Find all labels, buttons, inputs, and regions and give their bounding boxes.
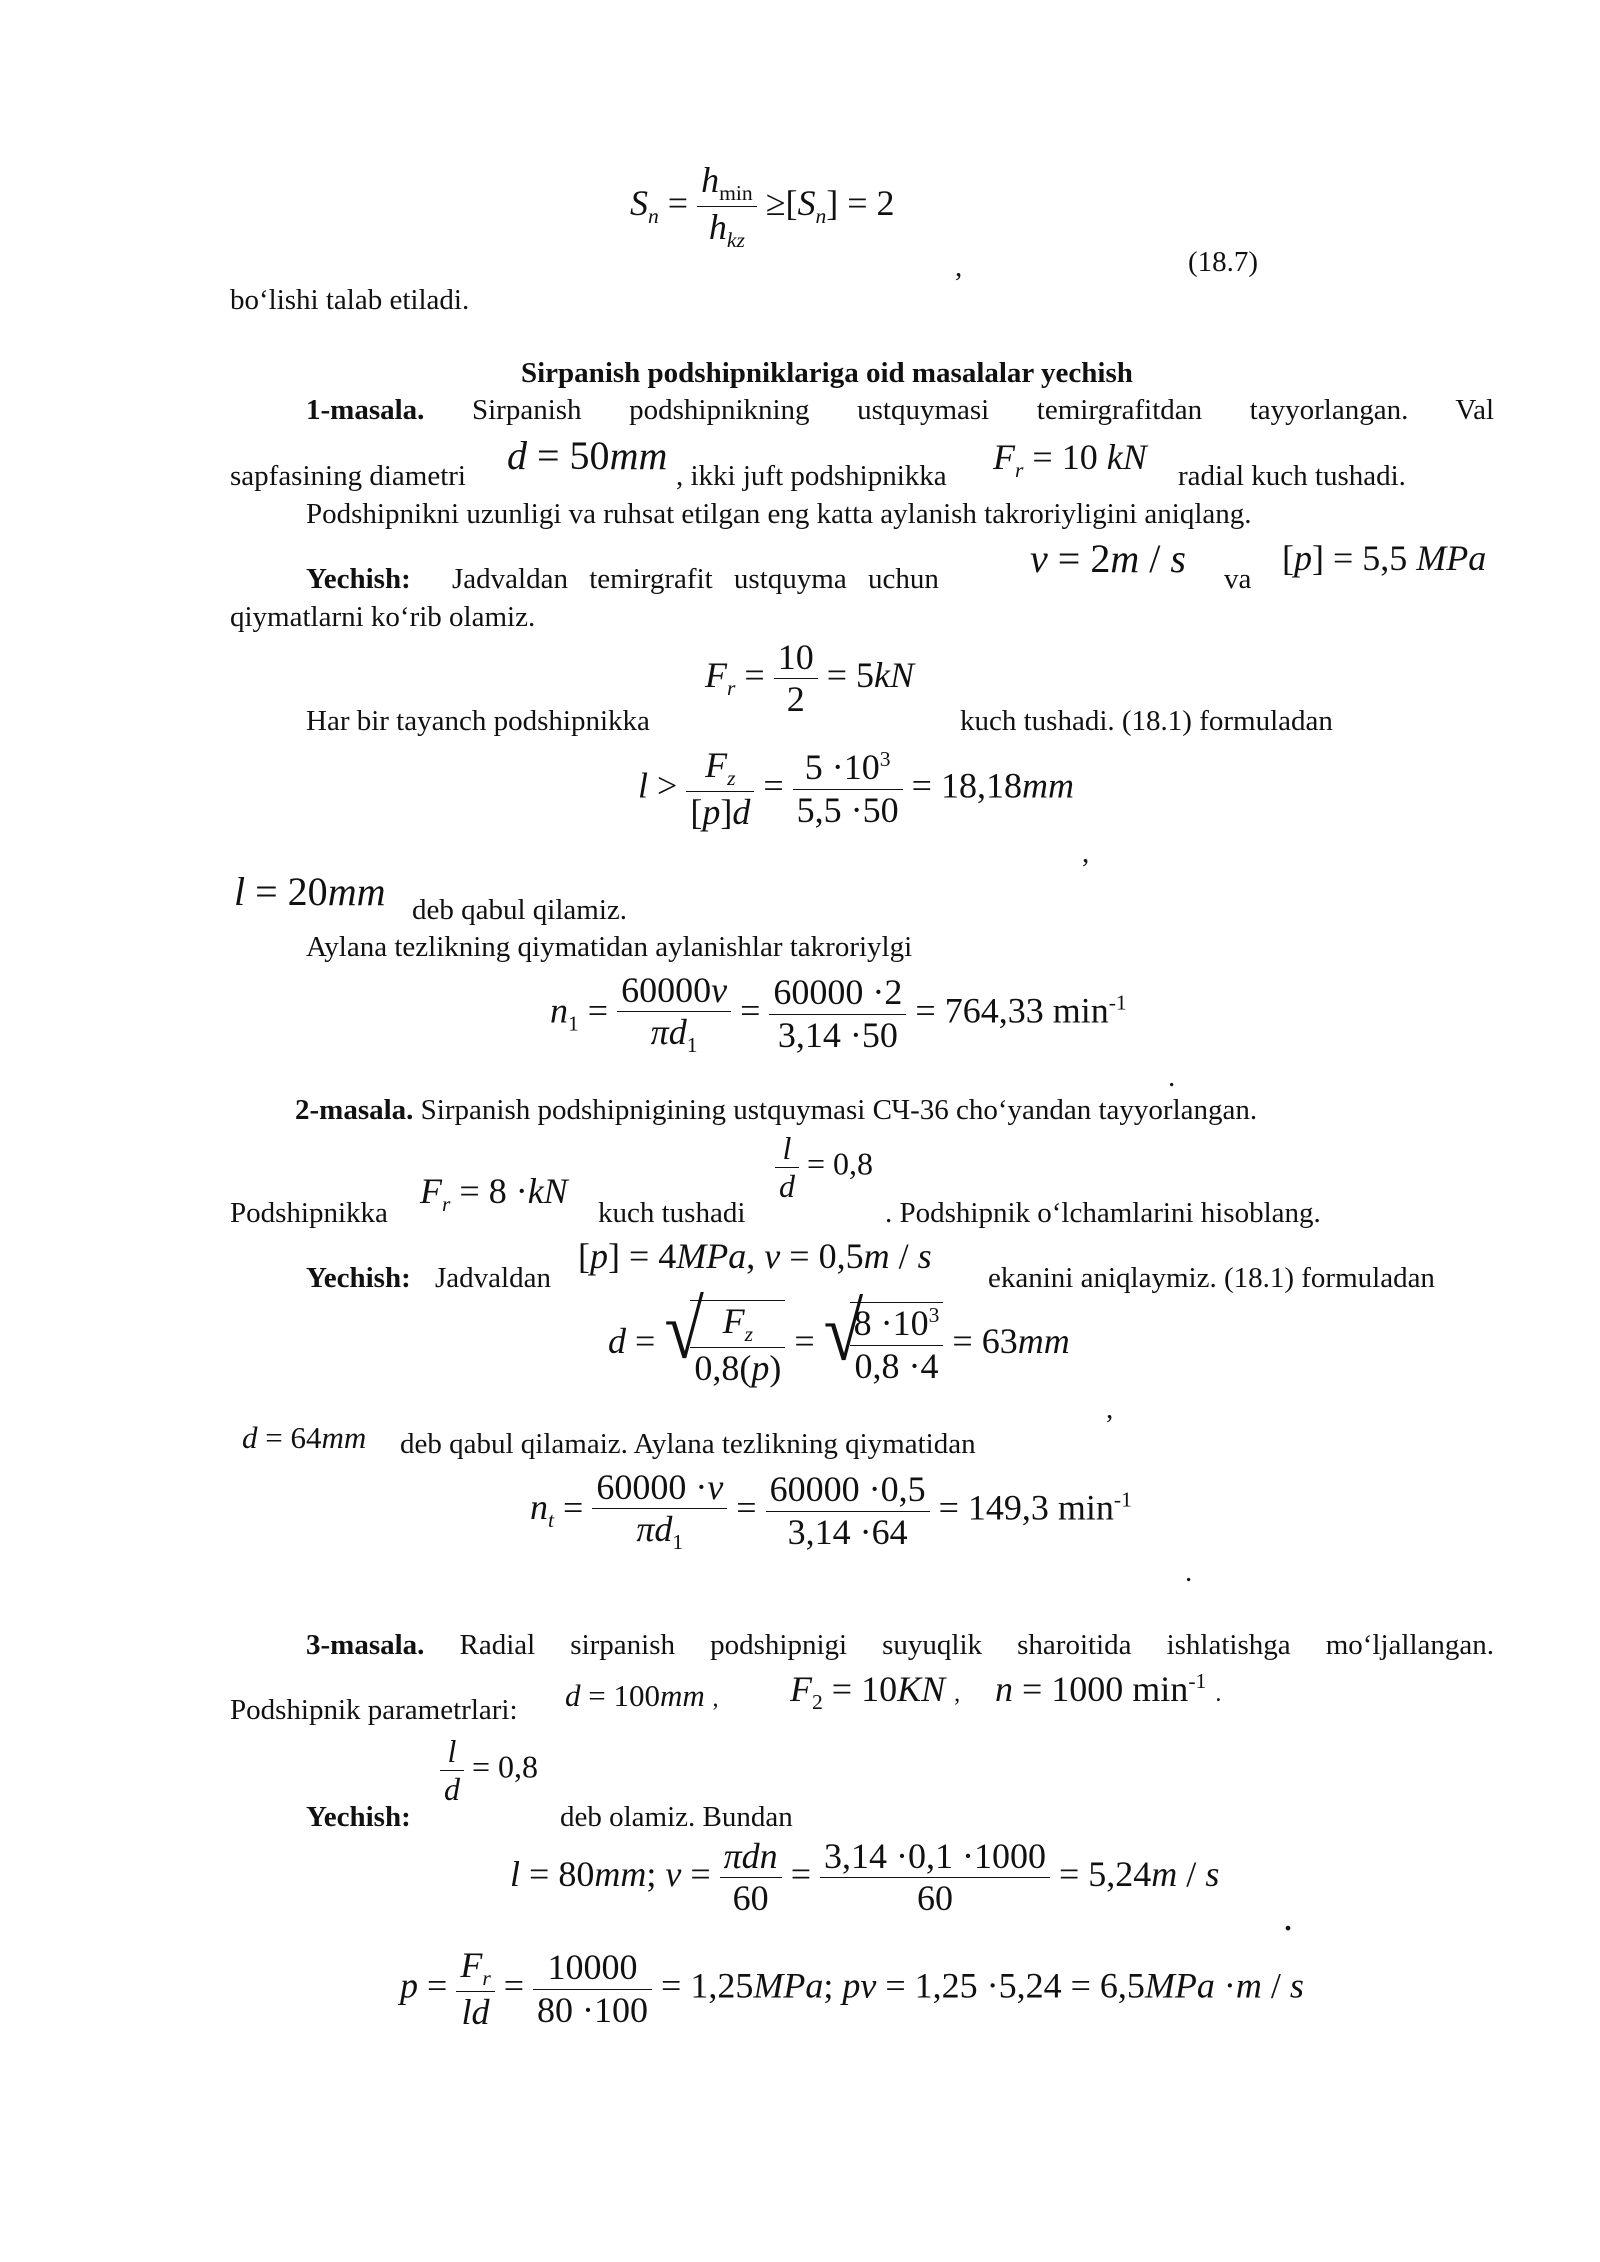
formula-l-1818mm: l > $\frac{F_z}{[p]d}$ = $\frac{5 \cdot 10^3}{5,5 \cdot 50}$ = 18,18mm xyxy=(638,745,1074,833)
period: . xyxy=(1185,1556,1193,1588)
problem-2-solution-text-1a: Jadvaldan xyxy=(435,1262,551,1294)
formula-f2-10kn: $F_2 = 10KN$ , xyxy=(790,1669,961,1715)
problem-1-line-2c: radial kuch tushadi. xyxy=(1178,460,1406,492)
formula-d-50mm: d = 50mm xyxy=(507,433,668,478)
formula-p-4mpa: [p] = 4MPa, v = 0,5m / s xyxy=(578,1236,932,1276)
formula-ld-08: $\frac{l}{d}$ = 0,8 xyxy=(775,1130,873,1205)
problem-3-line-2a: Podshipnik parametrlari: xyxy=(230,1694,518,1726)
formula-p-pv: p = $\frac{F_r}{ld}$ = $\frac{10000}{80 \cdot 100}$ = 1,25MPa; pv = 1,25 ·5,24 = 6,5MPa ·m / s xyxy=(400,1945,1304,2033)
problem-2-solution-label: Yechish: xyxy=(306,1262,411,1294)
problem-1-solution-va: va xyxy=(1224,563,1252,595)
equation-comma: , xyxy=(1106,1393,1114,1425)
problem-2-solution-text-2: deb qabul qilamaiz. Aylana tezlikning qiymatidan xyxy=(400,1428,976,1460)
equation-comma: , xyxy=(1082,837,1090,869)
problem-2-line-2b: kuch tushadi xyxy=(598,1197,746,1229)
formula-fr-10kn: $F_r = 10$ kN xyxy=(993,437,1147,483)
equation-18-7: $S_n$ = $\frac{h_{min}}{h_{kz}}$ $\ge[S_n] = 2$ xyxy=(630,160,895,253)
formula-d-100mm: d = 100mm , xyxy=(565,1678,719,1713)
formula-p-55mpa: [p] = 5,5 MPa xyxy=(1282,538,1487,578)
problem-2-line-2c: . Podshipnik o‘lchamlarini hisoblang. xyxy=(885,1197,1321,1229)
period: . xyxy=(1168,1061,1176,1093)
problem-2-solution-text-1b: ekanini aniqlaymiz. (18.1) formuladan xyxy=(988,1262,1435,1294)
formula-l-20mm: l = 20mm xyxy=(234,869,386,914)
problem-3-solution-text-1: deb olamiz. Bundan xyxy=(560,1801,793,1833)
problem-2-line-1 xyxy=(295,1093,1257,1127)
problem-1-text: Sirpanish podshipnikning ustquymasi temirgrafitdan tayyorlangan. Val xyxy=(471,394,1495,426)
problem-1-solution-label: Yechish: xyxy=(306,563,411,595)
problem-1-solution-text-3b: kuch tushadi. (18.1) formuladan xyxy=(960,705,1333,737)
formula-fr-8kn: $F_r = 8 \cdot kN$ xyxy=(420,1171,568,1217)
formula-v-2ms: v = 2m / s xyxy=(1030,536,1186,581)
equation-comma: , xyxy=(955,251,963,283)
problem-1-line-2a: sapfasining diametri xyxy=(230,460,466,492)
paragraph-text: bo‘lishi talab etiladi. xyxy=(230,284,470,316)
formula-d-63mm: d = √ $\frac{F_z}{0,8(p)}$ = √ $\frac{8 \cdot 10^3}{0,8 \cdot 4}$ = 63mm xyxy=(608,1284,1070,1389)
formula-n-1000: n = 1000 $\min^{-1}$ . xyxy=(995,1669,1222,1709)
problem-1-solution-text-5: Aylana tezlikning qiymatidan aylanishlar takroriylgi xyxy=(306,931,913,963)
problem-3-line-1 xyxy=(306,1628,1494,1662)
formula-n1: $n_1$ = $\frac{60000v}{\pi d_1}$ = $\frac{60000 \cdot 2}{3,14 \cdot 50}$ = 764,33 $\min^{-1}$ xyxy=(550,970,1127,1058)
problem-2-label: 2-masala. xyxy=(295,1094,414,1126)
problem-1-line-1 xyxy=(306,393,1494,427)
problem-3-label: 3-masala. xyxy=(306,1629,425,1661)
formula-d-64mm: d = 64mm xyxy=(242,1420,367,1455)
problem-1-solution-text-3a: Har bir tayanch podshipnikka xyxy=(306,705,650,737)
formula-nt: $n_t$ = $\frac{60000 \cdot v}{\pi d_1}$ = $\frac{60000 \cdot 0,5}{3,14 \cdot 64}$ = 149,3 $\min^{-1}$ xyxy=(530,1467,1132,1555)
problem-1-solution-text-2: qiymatlarni ko‘rib olamiz. xyxy=(230,601,536,633)
problem-3-solution-label: Yechish: xyxy=(306,1801,411,1833)
problem-1-line-2b: , ikki juft podshipnikka xyxy=(676,460,947,492)
problem-1-label: 1-masala. xyxy=(306,394,425,426)
problem-2-line-2a: Podshipnikka xyxy=(230,1197,388,1229)
formula-l-80-v: l = 80mm; v = $\frac{\text{πdn}}{60}$ = $\frac{3,14 \cdot 0,1 \cdot 1000}{60}$ = 5,24m / s xyxy=(510,1836,1220,1919)
problem-2-text: Sirpanish podshipnigining ustquymasi СЧ-36 cho‘yandan tayyorlangan. xyxy=(420,1094,1258,1126)
equation-number: (18.7) xyxy=(1188,246,1259,278)
formula-fr-5kn: $F_r$ = $\frac{10}{2}$ = 5kN xyxy=(705,637,915,720)
formula-ld-08: $\frac{l}{d}$ = 0,8 xyxy=(440,1733,538,1808)
problem-1-line-3: Podshipnikni uzunligi va ruhsat etilgan eng katta aylanish takroriyligini aniqlang. xyxy=(306,498,1252,530)
period: . xyxy=(1283,1894,1293,1939)
problem-1-solution-text-1: Jadvaldan temirgrafit ustquyma uchun xyxy=(452,563,939,595)
section-heading: Sirpanish podshipniklariga oid masalalar yechish xyxy=(521,357,1133,389)
problem-3-text: Radial sirpanish podshipnigi suyuqlik sharoitida ishlatishga mo‘ljallangan. xyxy=(459,1629,1495,1661)
problem-1-solution-text-4: deb qabul qilamiz. xyxy=(412,894,628,926)
